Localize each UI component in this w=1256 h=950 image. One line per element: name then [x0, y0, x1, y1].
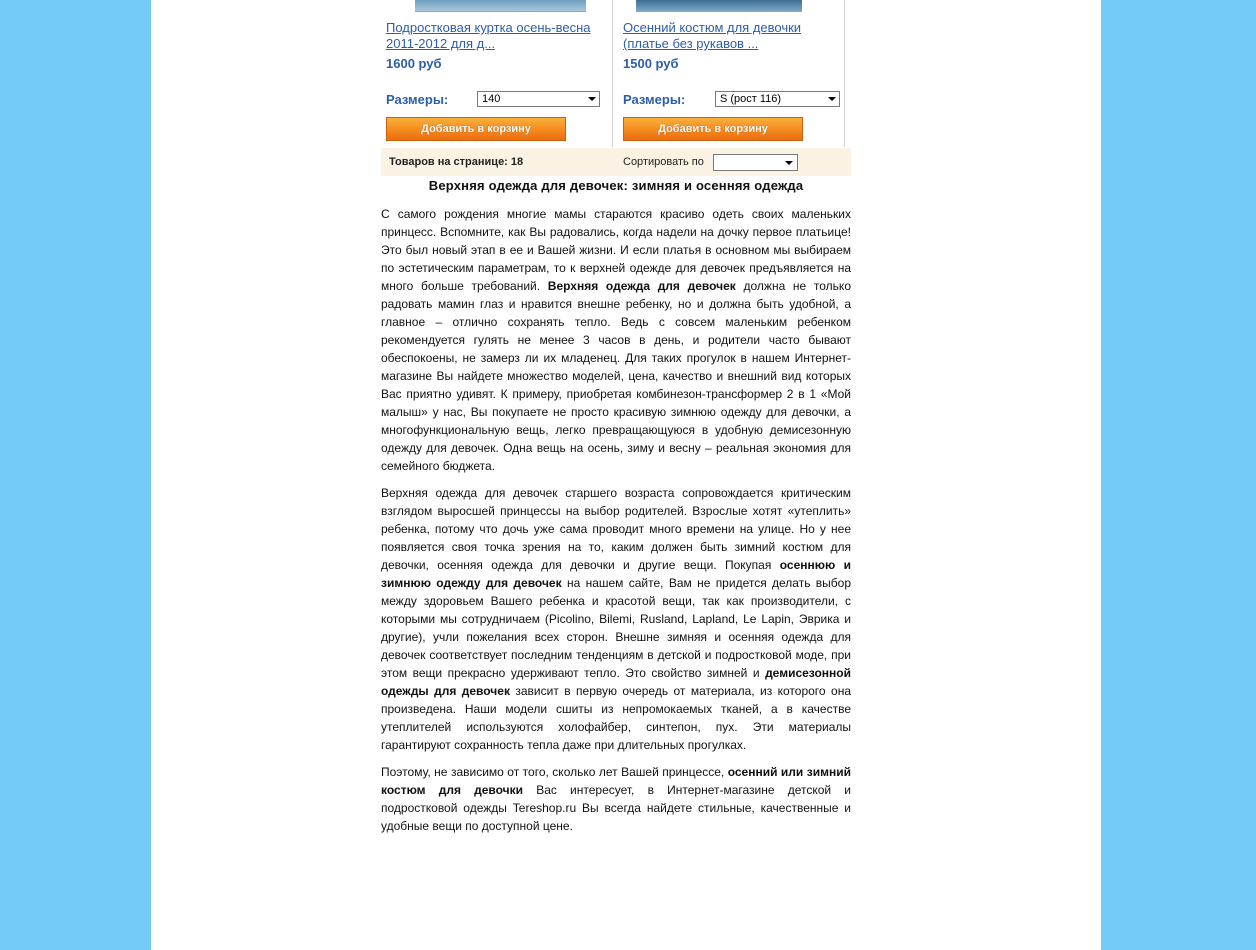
paragraph-bold-text: осенний или зимний костюм для девочки [381, 765, 851, 797]
paragraph-text: должна не только радовать мамин глаз и нравится внешне ребенку, но и должна быть удобной, а главное – отлично сохранять тепло. Ведь с совсем маленьким ребенком рекомендуется гулять не менее 3 часов в день, и родители часто бывают обеспокоены, не замерз ли их младенец. Для таких прогулок в нашем Интернет-магазине Вы найдете множество моделей, цена, качество и внешний вид которых Вас приятно удивят. К примеру, приобретая комбинезон-трансформер 2 в 1 «Мой малыш» у нас, Вы покупаете не просто красивую зимнюю одежду для девочки, а многофункциональную вещь, легко превращающуюся в удобную демисезонную одежду для девочек. Одна вещь на осень, зиму и весну – реальная экономия для семейного бюджета. [381, 279, 851, 473]
listing-toolbar [381, 148, 851, 176]
product-image[interactable] [636, 0, 802, 12]
sort-select[interactable] [713, 154, 798, 171]
product-price: 1500 руб [623, 56, 679, 71]
product-price: 1600 руб [386, 56, 442, 71]
paragraph-bold-text: осеннюю и зимнюю одежду для девочек [381, 558, 851, 590]
product-card [381, 0, 613, 147]
article-paragraph [381, 205, 851, 475]
paragraph-text: зависит в первую очередь от материала, из которого она произведена. Наши модели сшиты из непромокаемых тканей, а в качестве утеплителей используются холофайбер, синтепон, пух. Эти материалы гарантируют сохранность тепла даже при длительных прогулках. [381, 684, 851, 752]
product-card [613, 0, 845, 147]
items-per-page: Товаров на странице: 18 [389, 156, 524, 168]
add-to-cart-button[interactable]: Добавить в корзину [623, 117, 803, 141]
size-select[interactable] [715, 91, 840, 107]
product-row [381, 0, 851, 148]
size-select-value: S (рост 116) [720, 93, 782, 105]
article-title: Верхняя одежда для девочек: зимняя и осенняя одежда [428, 178, 804, 193]
sort-label: Сортировать по [623, 156, 704, 168]
seo-article [381, 177, 851, 835]
article-paragraph [381, 763, 851, 835]
chevron-down-icon [785, 161, 793, 165]
article-paragraph [381, 484, 851, 754]
paragraph-text: С самого рождения многие мамы стараются красиво одеть своих маленьких принцесс. Вспомните, как Вы радовались, когда надели на дочку первое платьице! Это был новый этап в ее и Вашей жизни. И если платья в основном мы выбираем по эстетическим параметрам, то к верхней одежде для девочек предъявляется на много больше требований. [381, 207, 851, 293]
paragraph-text: на нашем сайте, Вам не придется делать выбор между здоровьем Вашего ребенка и красотой вещи, так как производители, с которыми мы сотрудничаем (Picolino, Bilemi, Rusland, Lapland, Le Lapin, Эврика и другие), учли пожелания всех сторон. Внешне зимняя и осенняя одежда для девочек соответствует последним тенденциям в детской и подростковой моде, при этом вещи прекрасно удерживают тепло. Это свойство зимней и [381, 576, 852, 680]
paragraph-text: Вас интересует, в Интернет-магазине детской и подростковой одежды Tereshop.ru Вы всегда найдете стильные, качественные и удобные вещи по доступной цене. [381, 783, 851, 833]
size-label: Размеры: [386, 92, 449, 107]
main-content [381, 0, 852, 833]
size-label: Размеры: [623, 92, 686, 107]
size-select-value: 140 [482, 93, 501, 105]
paragraph-bold-text: Верхняя одежда для девочек [547, 279, 736, 293]
add-to-cart-button[interactable]: Добавить в корзину [386, 117, 566, 141]
size-select[interactable] [477, 91, 600, 107]
paragraph-text: Поэтому, не зависимо от того, сколько лет Вашей принцессе, [381, 765, 728, 779]
product-title-link[interactable]: Подростковая куртка осень-весна 2011-2012 для д... [386, 20, 591, 51]
chevron-down-icon [588, 97, 596, 101]
page-container [151, 0, 1101, 950]
paragraph-bold-text: демисезонной одежды для девочек [381, 666, 851, 698]
chevron-down-icon [828, 97, 836, 101]
product-title-link[interactable]: Осенний костюм для девочки (платье без рукавов ... [623, 20, 802, 51]
paragraph-text: Верхняя одежда для девочек старшего возраста сопровождается критическим взглядом выросшей принцессы на выбор родителей. Взрослые хотят «утеплить» ребенка, потому что дочь уже сама проводит много времени на улице. Но у нее появляется своя точка зрения на то, каким должен быть зимний костюм для девочки, осенняя одежда для девочки и другие вещи. Покупая [381, 486, 851, 572]
product-image[interactable] [415, 0, 586, 12]
